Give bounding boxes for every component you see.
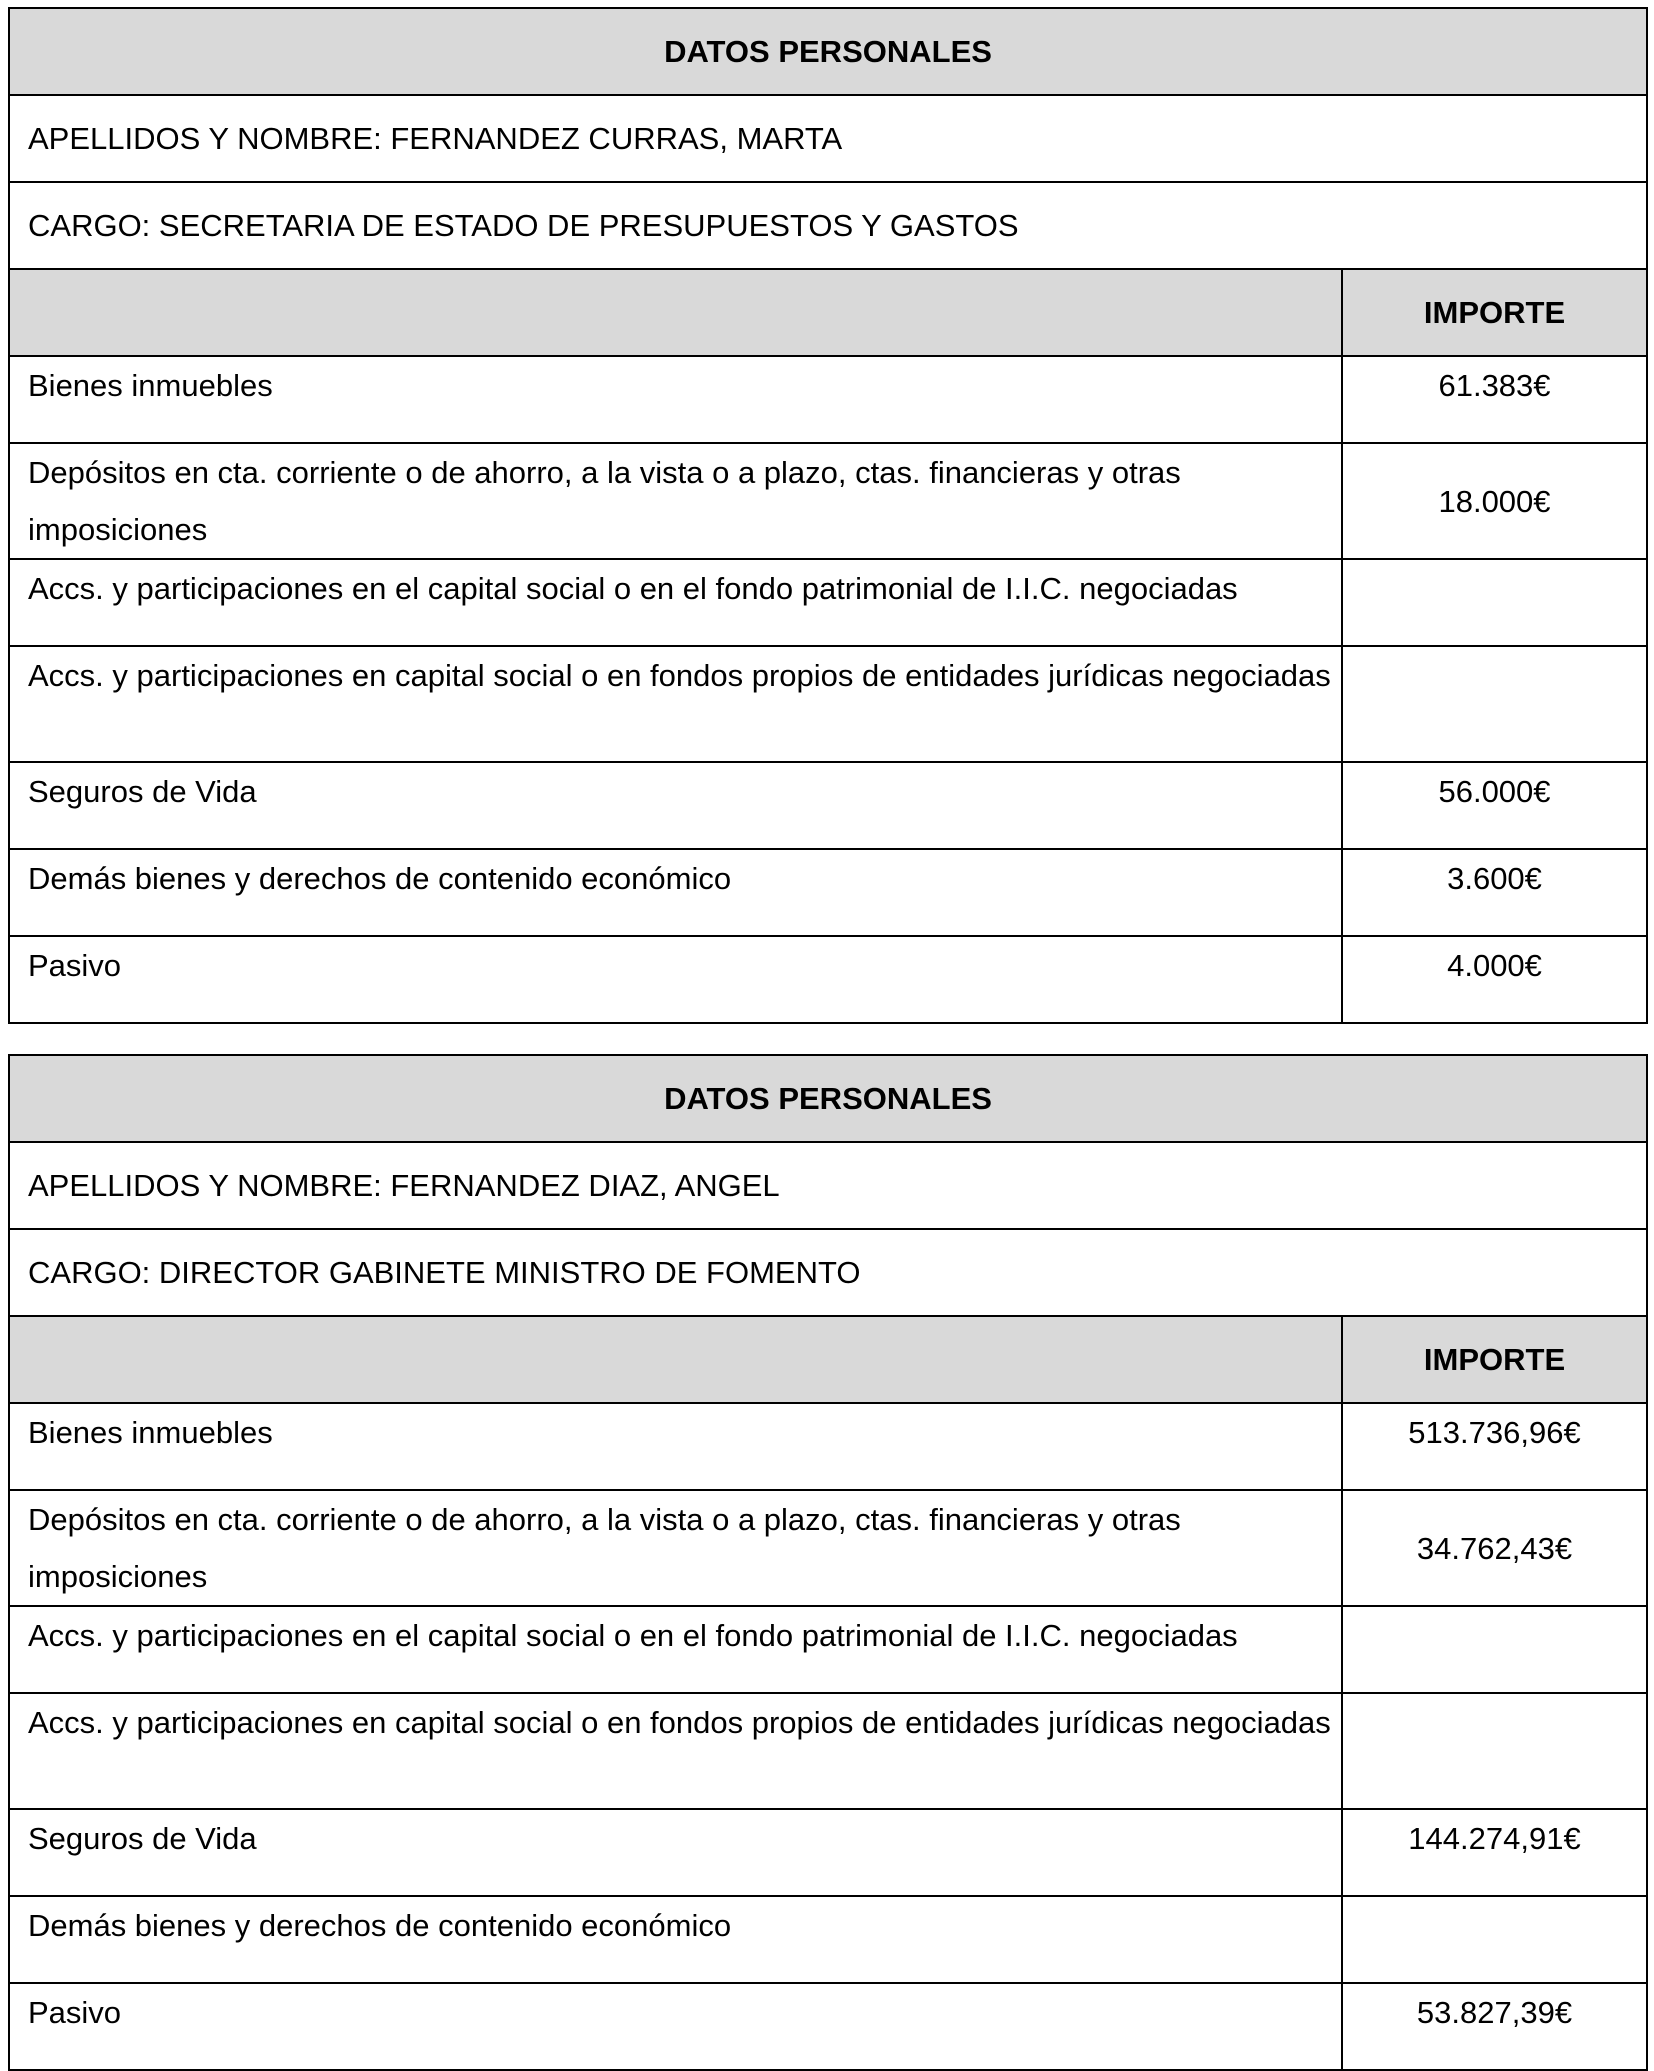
amount-cell [1342,1606,1647,1693]
name-line: APELLIDOS Y NOMBRE: FERNANDEZ DIAZ, ANGEL [9,1142,1647,1229]
amount-cell [1342,1693,1647,1809]
table-row [9,646,1647,762]
amount-cell [1342,1896,1647,1983]
concept-cell: Bienes inmuebles [9,1403,1342,1490]
declaration-table-2 [8,1054,1648,2071]
concept-cell: Demás bienes y derechos de contenido económico [9,1896,1342,1983]
table-row [9,1693,1647,1809]
concept-header [9,269,1342,356]
importe-header: IMPORTE [1342,1316,1647,1403]
table-row [9,762,1647,849]
table-row [9,1606,1647,1693]
column-header-row [9,269,1647,356]
table-row [9,1809,1647,1896]
amount-cell: 144.274,91€ [1342,1809,1647,1896]
table-row [9,356,1647,443]
amount-cell: 53.827,39€ [1342,1983,1647,2070]
cargo-line: CARGO: DIRECTOR GABINETE MINISTRO DE FOMENTO [9,1229,1647,1316]
amount-cell: 56.000€ [1342,762,1647,849]
name-row [9,95,1647,182]
amount-cell [1342,646,1647,762]
concept-cell: Depósitos en cta. corriente o de ahorro, a la vista o a plazo, ctas. financieras y otras imposiciones [9,1490,1342,1606]
name-row [9,1142,1647,1229]
concept-cell: Accs. y participaciones en el capital social o en el fondo patrimonial de I.I.C. negociadas [9,1606,1342,1693]
concept-cell: Pasivo [9,936,1342,1023]
amount-cell: 34.762,43€ [1342,1490,1647,1606]
amount-cell: 61.383€ [1342,356,1647,443]
concept-cell: Bienes inmuebles [9,356,1342,443]
section-title: DATOS PERSONALES [9,1055,1647,1142]
section-title: DATOS PERSONALES [9,8,1647,95]
concept-cell: Seguros de Vida [9,1809,1342,1896]
concept-cell: Demás bienes y derechos de contenido económico [9,849,1342,936]
amount-cell [1342,559,1647,646]
name-line: APELLIDOS Y NOMBRE: FERNANDEZ CURRAS, MARTA [9,95,1647,182]
title-row [9,8,1647,95]
concept-header [9,1316,1342,1403]
concept-cell: Seguros de Vida [9,762,1342,849]
amount-cell: 18.000€ [1342,443,1647,559]
table-row [9,849,1647,936]
table-row [9,1403,1647,1490]
amount-cell: 3.600€ [1342,849,1647,936]
table-row [9,936,1647,1023]
concept-cell: Pasivo [9,1983,1342,2070]
column-header-row [9,1316,1647,1403]
table-row [9,1896,1647,1983]
importe-header: IMPORTE [1342,269,1647,356]
concept-cell: Accs. y participaciones en el capital social o en el fondo patrimonial de I.I.C. negociadas [9,559,1342,646]
declaration-table-1 [8,7,1648,1024]
cargo-row [9,1229,1647,1316]
amount-cell: 4.000€ [1342,936,1647,1023]
title-row [9,1055,1647,1142]
table-row [9,1490,1647,1606]
amount-cell: 513.736,96€ [1342,1403,1647,1490]
concept-cell: Accs. y participaciones en capital social o en fondos propios de entidades jurídicas negociadas [9,646,1342,762]
cargo-line: CARGO: SECRETARIA DE ESTADO DE PRESUPUESTOS Y GASTOS [9,182,1647,269]
concept-cell: Accs. y participaciones en capital social o en fondos propios de entidades jurídicas negociadas [9,1693,1342,1809]
cargo-row [9,182,1647,269]
table-row [9,559,1647,646]
table-row [9,443,1647,559]
table-row [9,1983,1647,2070]
concept-cell: Depósitos en cta. corriente o de ahorro, a la vista o a plazo, ctas. financieras y otras imposiciones [9,443,1342,559]
